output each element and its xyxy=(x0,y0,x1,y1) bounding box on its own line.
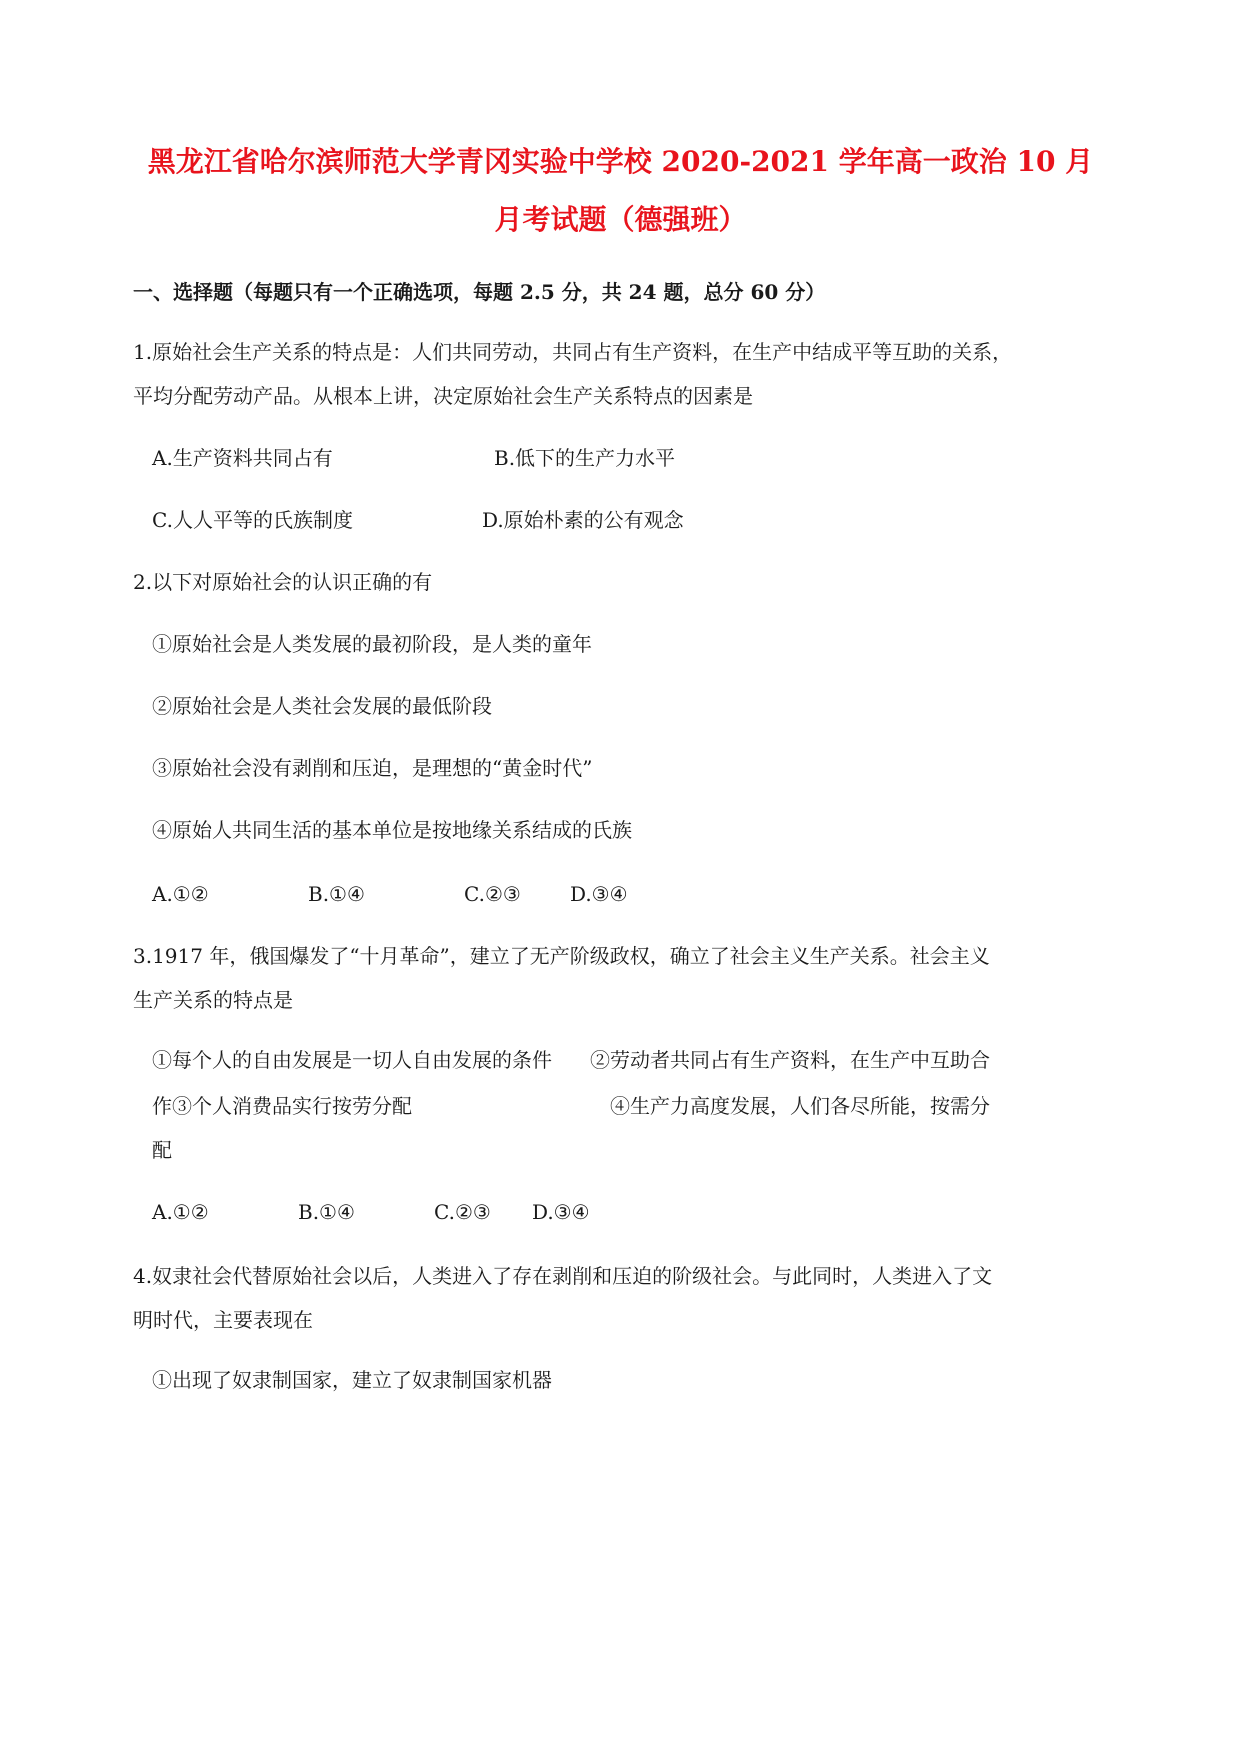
question-3-option-d: D.③④ xyxy=(532,1200,590,1224)
question-2-statement-4: ④原始人共同生活的基本单位是按地缘关系结成的氏族 xyxy=(152,818,632,842)
question-3-statement-2: ②劳动者共同占有生产资料，在生产中互助合 xyxy=(590,1048,990,1072)
question-2-stem: 2.以下对原始社会的认识正确的有 xyxy=(133,570,433,594)
question-4-stem-line-1: 4.奴隶社会代替原始社会以后，人类进入了存在剥削和压迫的阶级社会。与此同时，人类进入了文 xyxy=(133,1264,993,1288)
document-title-line-2: 月考试题（德强班） xyxy=(494,203,747,236)
question-3-option-b: B.①④ xyxy=(298,1200,355,1224)
document-title-line-1: 黑龙江省哈尔滨师范大学青冈实验中学校 2020-2021 学年高一政治 10 月 xyxy=(147,145,1094,178)
section-heading: 一、选择题（每题只有一个正确选项，每题 2.5 分，共 24 题，总分 60 分） xyxy=(133,280,826,304)
question-4-statement-1: ①出现了奴隶制国家，建立了奴隶制国家机器 xyxy=(152,1368,552,1392)
question-3-stem-line-1: 3.1917 年，俄国爆发了“十月革命”，建立了无产阶级政权，确立了社会主义生产关系。社会主义 xyxy=(133,944,990,968)
question-3-statement-3: 作③个人消费品实行按劳分配 xyxy=(152,1094,412,1118)
question-2-option-b: B.①④ xyxy=(308,882,365,906)
question-1-option-d: D.原始朴素的公有观念 xyxy=(482,508,684,532)
question-2-statement-2: ②原始社会是人类社会发展的最低阶段 xyxy=(152,694,492,718)
question-3-option-c: C.②③ xyxy=(434,1200,491,1224)
question-2-statement-1: ①原始社会是人类发展的最初阶段，是人类的童年 xyxy=(152,632,592,656)
question-2-statement-3: ③原始社会没有剥削和压迫，是理想的“黄金时代” xyxy=(152,756,593,780)
question-3-stem-line-2: 生产关系的特点是 xyxy=(133,988,293,1012)
question-1-stem-line-1: 1.原始社会生产关系的特点是：人们共同劳动，共同占有生产资料，在生产中结成平等互助的关系， xyxy=(133,340,1013,364)
question-3-statement-1: ①每个人的自由发展是一切人自由发展的条件 xyxy=(152,1048,552,1072)
question-2-option-d: D.③④ xyxy=(570,882,628,906)
question-4-stem-line-2: 明时代，主要表现在 xyxy=(133,1308,313,1332)
question-2-option-a: A.①② xyxy=(152,882,209,906)
question-1-option-c: C.人人平等的氏族制度 xyxy=(152,508,353,532)
question-3-statement-4: ④生产力高度发展，人们各尽所能，按需分 xyxy=(610,1094,990,1118)
question-1-option-a: A.生产资料共同占有 xyxy=(152,446,333,470)
question-2-option-c: C.②③ xyxy=(464,882,521,906)
question-3-option-a: A.①② xyxy=(152,1200,209,1224)
question-3-statement-4-wrap: 配 xyxy=(152,1138,172,1162)
question-1-option-b: B.低下的生产力水平 xyxy=(494,446,676,470)
question-1-stem-line-2: 平均分配劳动产品。从根本上讲，决定原始社会生产关系特点的因素是 xyxy=(133,384,753,408)
